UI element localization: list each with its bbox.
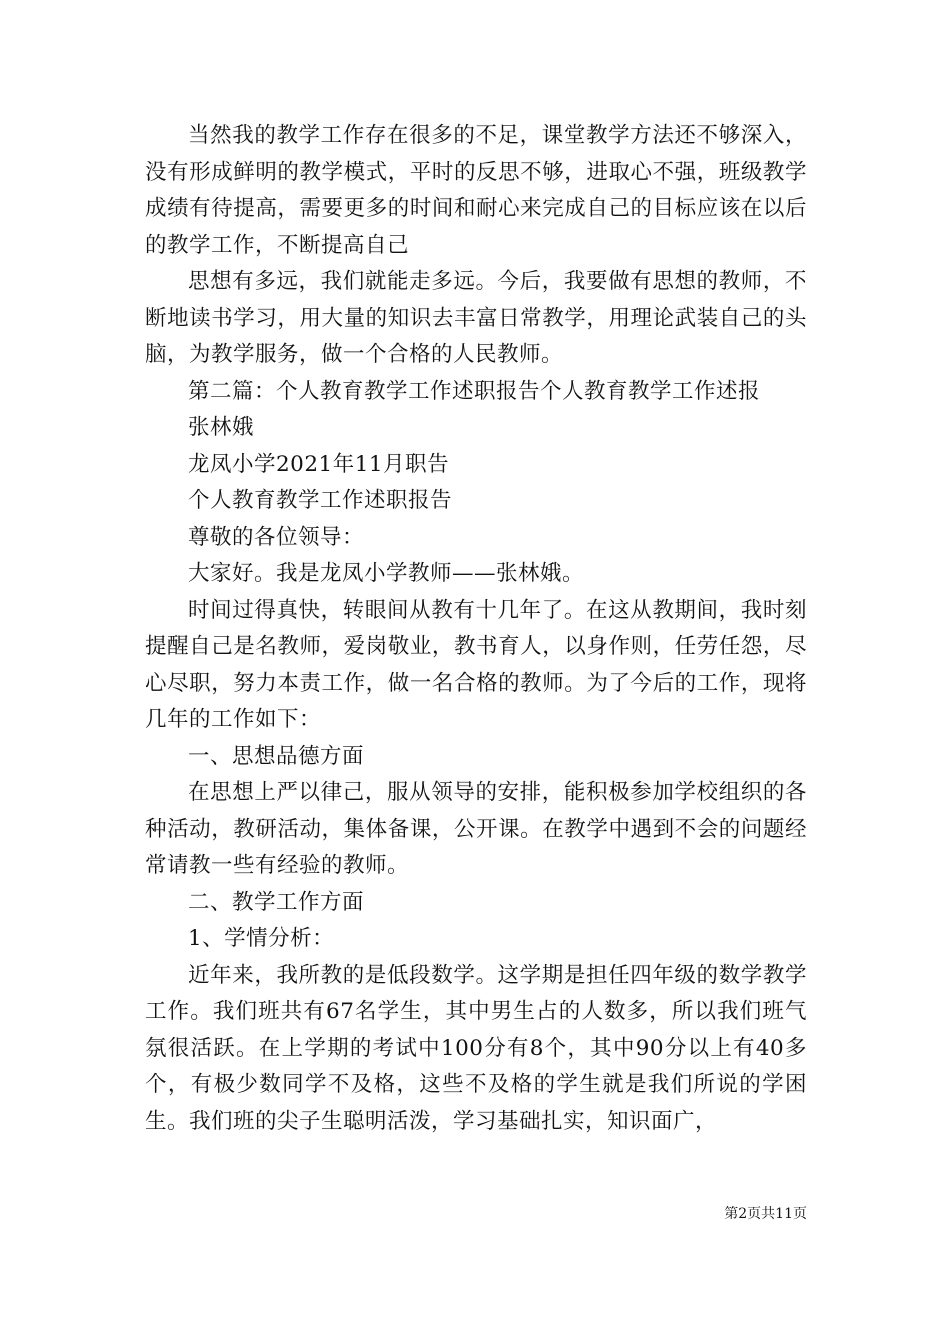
item-heading: 1、学情分析： bbox=[188, 926, 335, 951]
salutation: 尊敬的各位领导： bbox=[188, 524, 365, 550]
paragraph: 在思想上严以律己，服从领导的安排，能积极参加学校组织的各种活动，教研活动，集体备课，公开课。在教学中遇到不会的问题经常请教一些有经验的教师。 bbox=[145, 780, 807, 878]
paragraph: 时间过得真快，转眼间从教有十几年了。在这从教期间，我时刻提醒自己是名教师，爱岗敬业，教书育人，以身作则，任劳任怨，尽心尽职，努力本责工作，做一名合格的教师。为了今后的工作，现将几年的工作如下： bbox=[145, 597, 807, 732]
report-title: 个人教育教学工作述职报告 bbox=[188, 488, 453, 513]
greeting: 大家好。我是龙凤小学教师——张林娥。 bbox=[188, 561, 585, 586]
subsection-heading: 一、思想品德方面 bbox=[188, 743, 365, 769]
section-heading: 第二篇：个人教育教学工作述职报告个人教育教学工作述报 bbox=[188, 378, 761, 404]
subsection-heading: 二、教学工作方面 bbox=[188, 889, 365, 915]
paragraph: 当然我的教学工作存在很多的不足，课堂教学方法还不够深入，没有形成鲜明的教学模式，平时的反思不够，进取心不强，班级教学成绩有待提高，需要更多的时间和耐心来完成自己的目标应该在以后的教学工作，不断提高自己 bbox=[145, 123, 807, 258]
paragraph: 思想有多远，我们就能走多远。今后，我要做有思想的教师，不断地读书学习，用大量的知识去丰富日常教学，用理论武装自己的头脑，为教学服务，做一个合格的人民教师。 bbox=[145, 269, 807, 367]
author-name: 张林娥 bbox=[188, 415, 255, 440]
paragraph: 近年来，我所教的是低段数学。这学期是担任四年级的数学教学工作。我们班共有67名学生，其中男生占的人数多，所以我们班气氛很活跃。在上学期的考试中100分有8个，其中90分以上有40多个，有极少数同学不及格，这些不及格的学生就是我们所说的学困生。我们班的尖子生聪明活泼，学习基础扎实，知识面广， bbox=[145, 962, 807, 1134]
report-date-line: 龙凤小学2021年11月职告 bbox=[188, 451, 450, 477]
document-page bbox=[145, 118, 807, 1140]
page-number-footer: 第2页共11页 bbox=[724, 1206, 807, 1222]
